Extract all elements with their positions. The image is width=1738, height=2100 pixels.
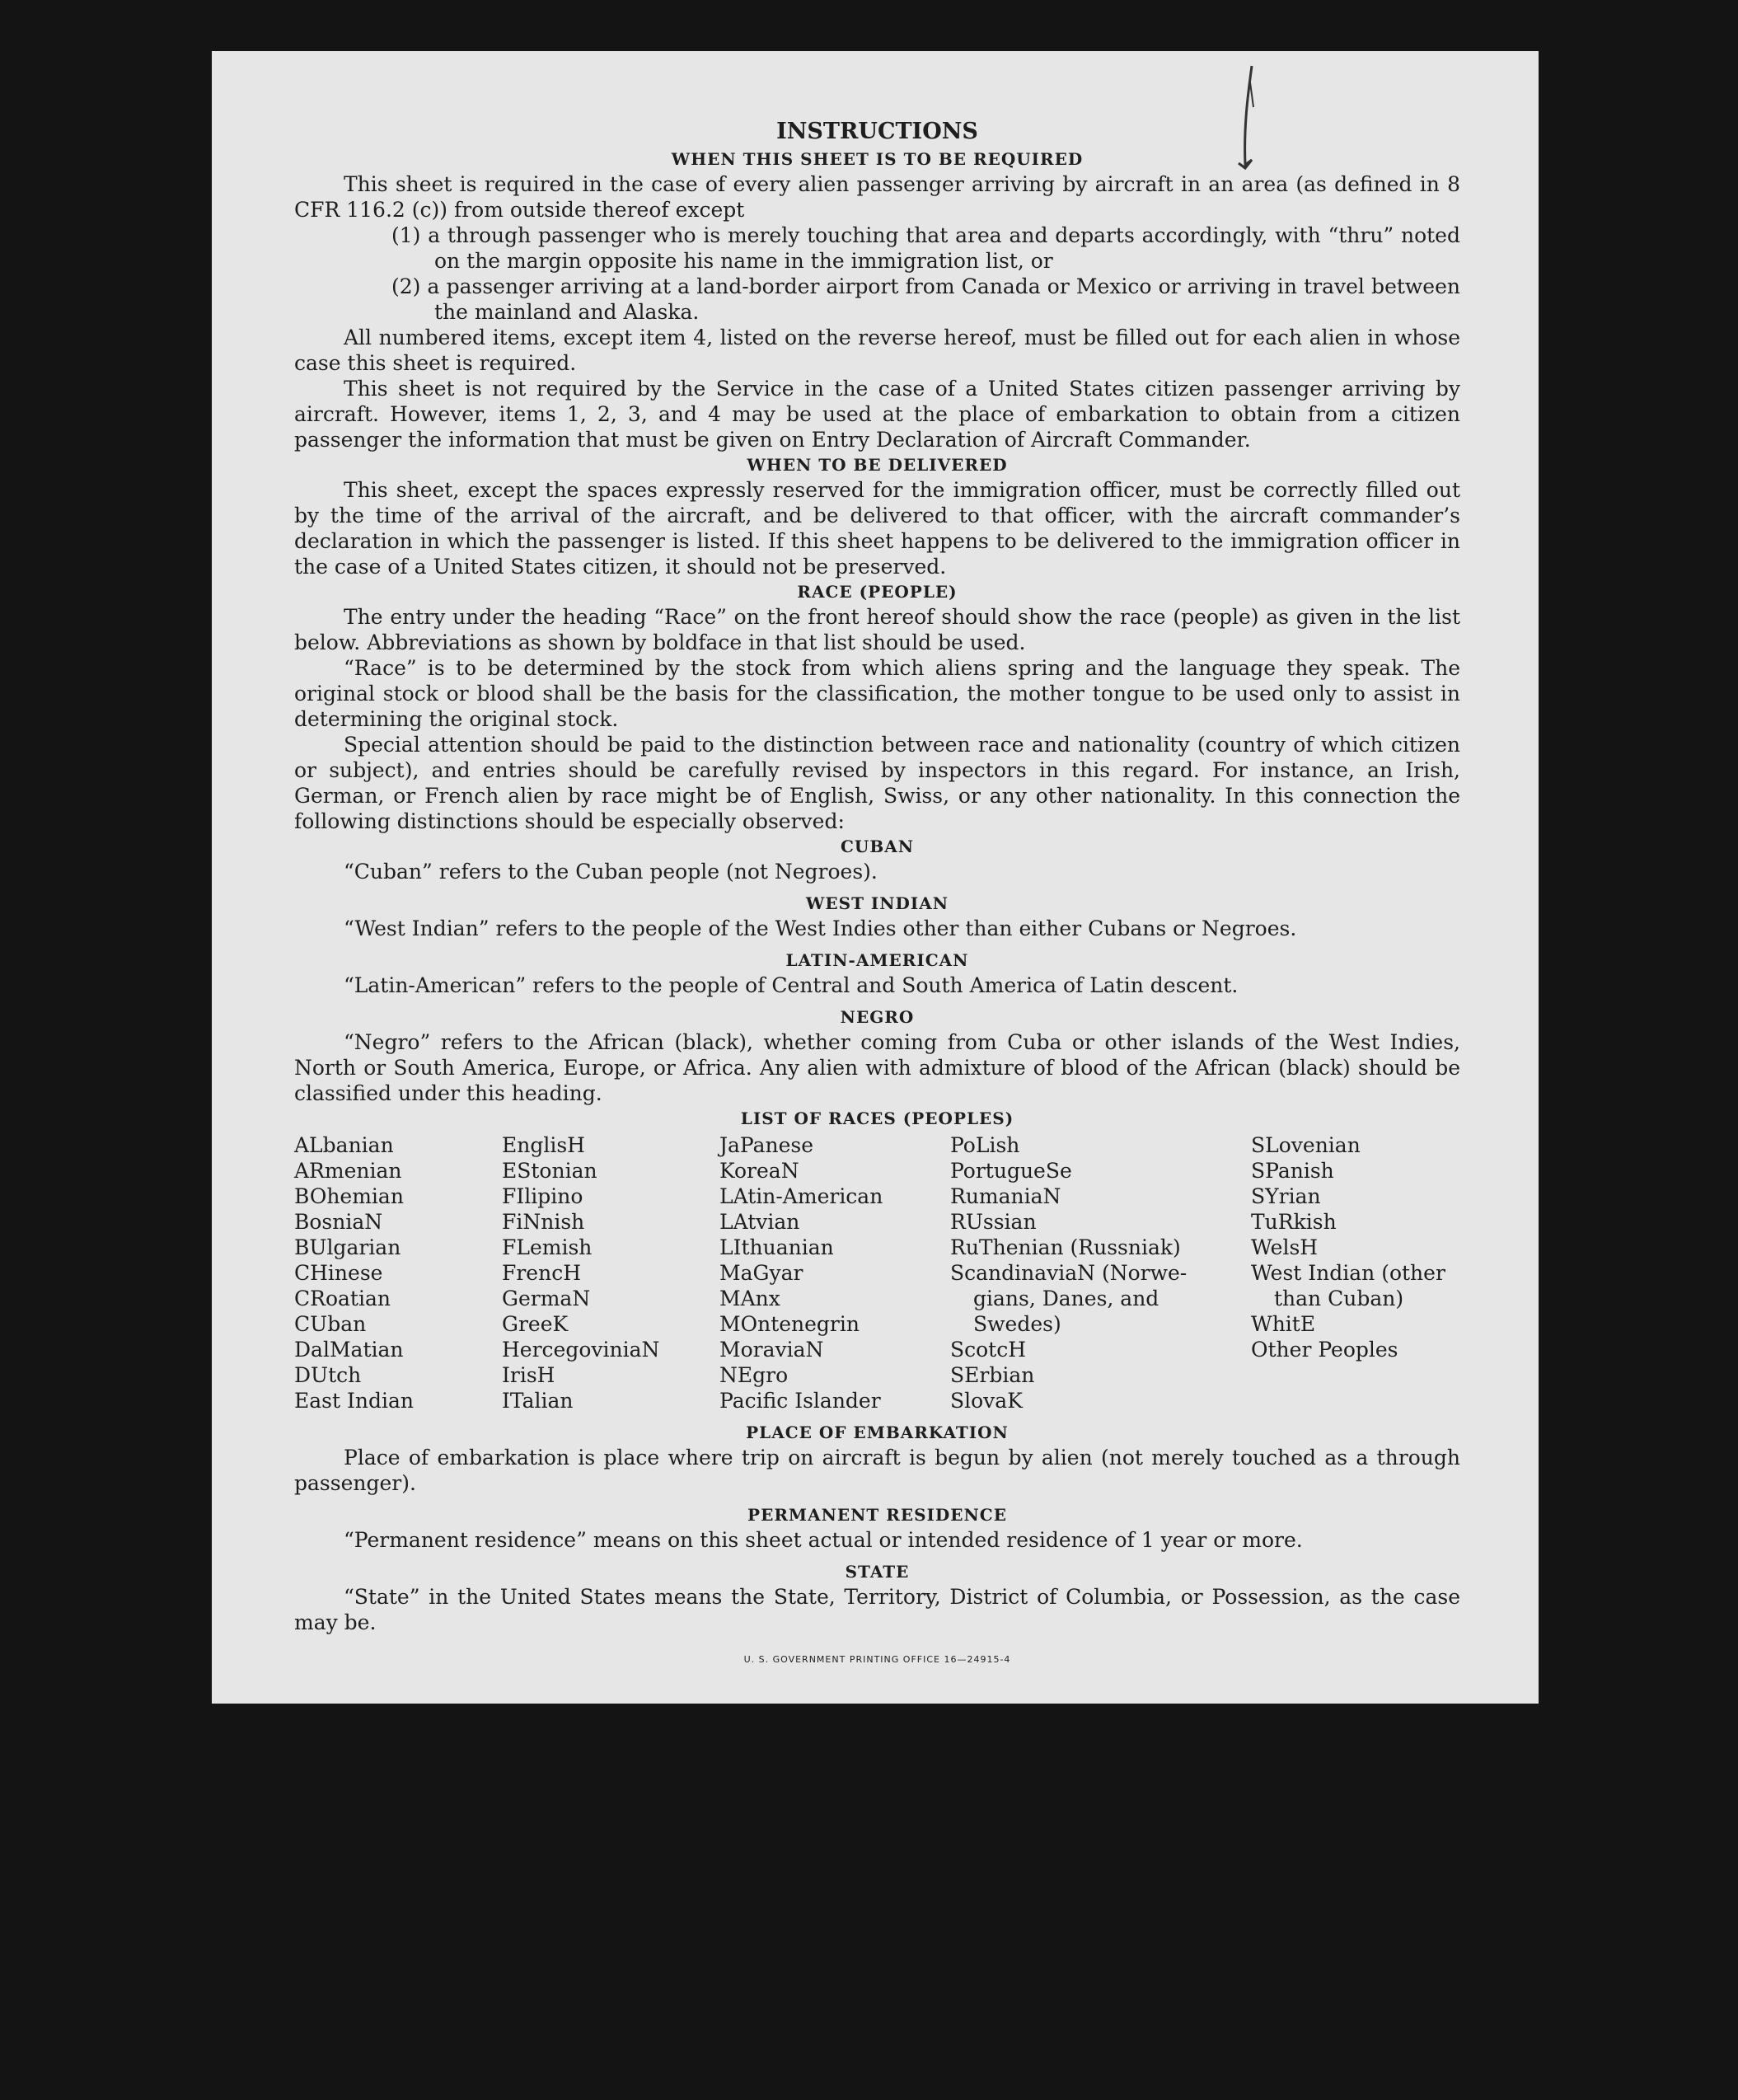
race-item: West Indian (other xyxy=(1251,1261,1445,1285)
race-item: MOntenegrin xyxy=(719,1312,860,1336)
race-item: PortugueSe xyxy=(950,1159,1072,1183)
race-item: gians, Danes, and xyxy=(973,1287,1159,1310)
paragraph: This sheet is not required by the Service in the case of a United States citizen passenger arriving by aircraft. However, items 1, 2, 3, and 4 may be used at the place of embarkation to obtain from a citizen passenger the information that must be given on Entry Declaration of Aircraft Commander. xyxy=(294,377,1460,452)
document-page xyxy=(212,51,1539,1704)
race-item: SYrian xyxy=(1251,1184,1321,1208)
race-item: DalMatian xyxy=(294,1338,404,1362)
race-item: SlovaK xyxy=(950,1389,1023,1413)
paragraph: “Latin-American” refers to the people of Central and South America of Latin descent. xyxy=(344,973,1239,997)
race-item: HercegoviniaN xyxy=(502,1338,660,1362)
race-item: SLovenian xyxy=(1251,1133,1361,1157)
paragraph: All numbered items, except item 4, listed on the reverse hereof, must be filled out for each alien in whose case this sheet is required. xyxy=(294,326,1460,375)
race-item: WhitE xyxy=(1251,1312,1316,1336)
paragraph: “Race” is to be determined by the stock from which aliens spring and the language they speak. The original stock or blood shall be the basis for the classification, the mother tongue to be used only to assist in determining the original stock. xyxy=(294,656,1460,731)
race-item: ARmenian xyxy=(294,1159,402,1183)
race-item: RumaniaN xyxy=(950,1184,1061,1208)
race-item: JaPanese xyxy=(719,1133,814,1157)
race-item: LAtin-American xyxy=(719,1184,883,1208)
race-item: BUlgarian xyxy=(294,1235,401,1259)
section-heading-cuban: CUBAN xyxy=(840,837,915,856)
race-column xyxy=(719,1132,950,1413)
section-heading-race-list: LIST OF RACES (PEOPLES) xyxy=(740,1109,1014,1128)
paragraph: “West Indian” refers to the people of the West Indies other than either Cubans or Negroes. xyxy=(344,916,1297,940)
paragraph: “Cuban” refers to the Cuban people (not Negroes). xyxy=(344,860,878,884)
race-item: MaGyar xyxy=(719,1261,803,1285)
race-item: FiNnish xyxy=(502,1210,585,1234)
race-item: FIlipino xyxy=(502,1184,583,1208)
race-item: ALbanian xyxy=(294,1133,394,1157)
printer-footer: U. S. GOVERNMENT PRINTING OFFICE 16—24915-4 xyxy=(743,1654,1011,1665)
paragraph: This sheet, except the spaces expressly reserved for the immigration officer, must be correctly filled out by the time of the arrival of the aircraft, and be delivered to that officer, with the aircraft commander’s declaration in which the passenger is listed. If this sheet happens to be delivered to the immigration officer in the case of a United States citizen, it should not be preserved. xyxy=(294,478,1460,579)
race-item: RUssian xyxy=(950,1210,1037,1234)
race-item: than Cuban) xyxy=(1274,1287,1404,1310)
race-item: WelsH xyxy=(1251,1235,1319,1259)
race-item: RuThenian (Russniak) xyxy=(950,1235,1181,1259)
race-item: FrencH xyxy=(502,1261,581,1285)
section-heading-latin-american: LATIN-AMERICAN xyxy=(785,950,969,970)
race-item: IrisH xyxy=(502,1363,555,1387)
race-item: MAnx xyxy=(719,1287,780,1310)
paragraph: The entry under the heading “Race” on the front hereof should show the race (people) as given in the list below. Abbreviations as shown by boldface in that list should be used. xyxy=(294,605,1460,654)
section-heading-race: RACE (PEOPLE) xyxy=(797,582,958,602)
race-item: CHinese xyxy=(294,1261,383,1285)
race-item: BOhemian xyxy=(294,1184,404,1208)
race-item: BosniaN xyxy=(294,1210,383,1234)
list-item: (2) a passenger arriving at a land-border airport from Canada or Mexico or arriving in travel between the mainland and Alaska. xyxy=(391,274,1460,324)
paragraph: Place of embarkation is place where trip on aircraft is begun by alien (not merely touched as a through passenger). xyxy=(294,1446,1460,1495)
section-heading-state: STATE xyxy=(845,1562,910,1582)
race-item: Pacific Islander xyxy=(719,1389,881,1413)
section-heading-embarkation: PLACE OF EMBARKATION xyxy=(746,1423,1009,1442)
race-item: GermaN xyxy=(502,1287,591,1310)
race-item: SErbian xyxy=(950,1363,1035,1387)
race-column xyxy=(294,1132,502,1413)
section-heading-delivered: WHEN TO BE DELIVERED xyxy=(747,455,1008,475)
document-title: INSTRUCTIONS xyxy=(776,119,978,144)
race-item: LAtvian xyxy=(719,1210,800,1234)
race-item: ScotcH xyxy=(950,1338,1027,1362)
race-item: SPanish xyxy=(1251,1159,1334,1183)
paragraph: “Negro” refers to the African (black), whether coming from Cuba or other islands of the West Indies, North or South America, Europe, or Africa. Any alien with admixture of blood of the African (black) should be classified under this heading. xyxy=(294,1030,1460,1105)
pen-mark-icon xyxy=(1227,58,1268,181)
list-item: (1) a through passenger who is merely touching that area and departs accordingly, with “thru” noted on the margin opposite his name in the immigration list, or xyxy=(391,223,1460,273)
race-column xyxy=(950,1132,1251,1413)
race-column xyxy=(502,1132,719,1413)
race-item: East Indian xyxy=(294,1389,414,1413)
section-heading-residence: PERMANENT RESIDENCE xyxy=(747,1505,1007,1525)
section-heading-required: WHEN THIS SHEET IS TO BE REQUIRED xyxy=(671,149,1084,169)
race-item: Swedes) xyxy=(973,1312,1061,1336)
paragraph: “State” in the United States means the State, Territory, District of Columbia, or Possession, as the case may be. xyxy=(294,1585,1460,1634)
race-item: NEgro xyxy=(719,1363,789,1387)
paragraph: This sheet is required in the case of every alien passenger arriving by aircraft in an area (as defined in 8 CFR 116.2 (c)) from outside thereof except xyxy=(294,172,1460,222)
race-item: CUban xyxy=(294,1312,367,1336)
race-item: EStonian xyxy=(502,1159,597,1183)
race-item: FLemish xyxy=(502,1235,593,1259)
race-item: MoraviaN xyxy=(719,1338,824,1362)
race-item: ITalian xyxy=(502,1389,574,1413)
race-item: LIthuanian xyxy=(719,1235,834,1259)
race-item: GreeK xyxy=(502,1312,569,1336)
race-item: ScandinaviaN (Norwe- xyxy=(950,1261,1188,1285)
race-item: KoreaN xyxy=(719,1159,799,1183)
section-heading-west-indian: WEST INDIAN xyxy=(805,893,949,913)
race-column xyxy=(1251,1132,1460,1413)
race-item: DUtch xyxy=(294,1363,362,1387)
race-item: CRoatian xyxy=(294,1287,391,1310)
race-item: PoLish xyxy=(950,1133,1020,1157)
paragraph: “Permanent residence” means on this sheet actual or intended residence of 1 year or more. xyxy=(344,1528,1303,1552)
section-heading-negro: NEGRO xyxy=(840,1007,915,1027)
race-list xyxy=(294,1132,1460,1413)
race-item: TuRkish xyxy=(1251,1210,1337,1234)
paragraph: Special attention should be paid to the distinction between race and nationality (country of which citizen or subject), and entries should be carefully revised by inspectors in this regard. For instance, an Irish, German, or French alien by race might be of English, Swiss, or any other nationality. In this connection the following distinctions should be especially observed: xyxy=(294,733,1460,833)
race-item: Other Peoples xyxy=(1251,1338,1398,1362)
race-item: EnglisH xyxy=(502,1133,585,1157)
